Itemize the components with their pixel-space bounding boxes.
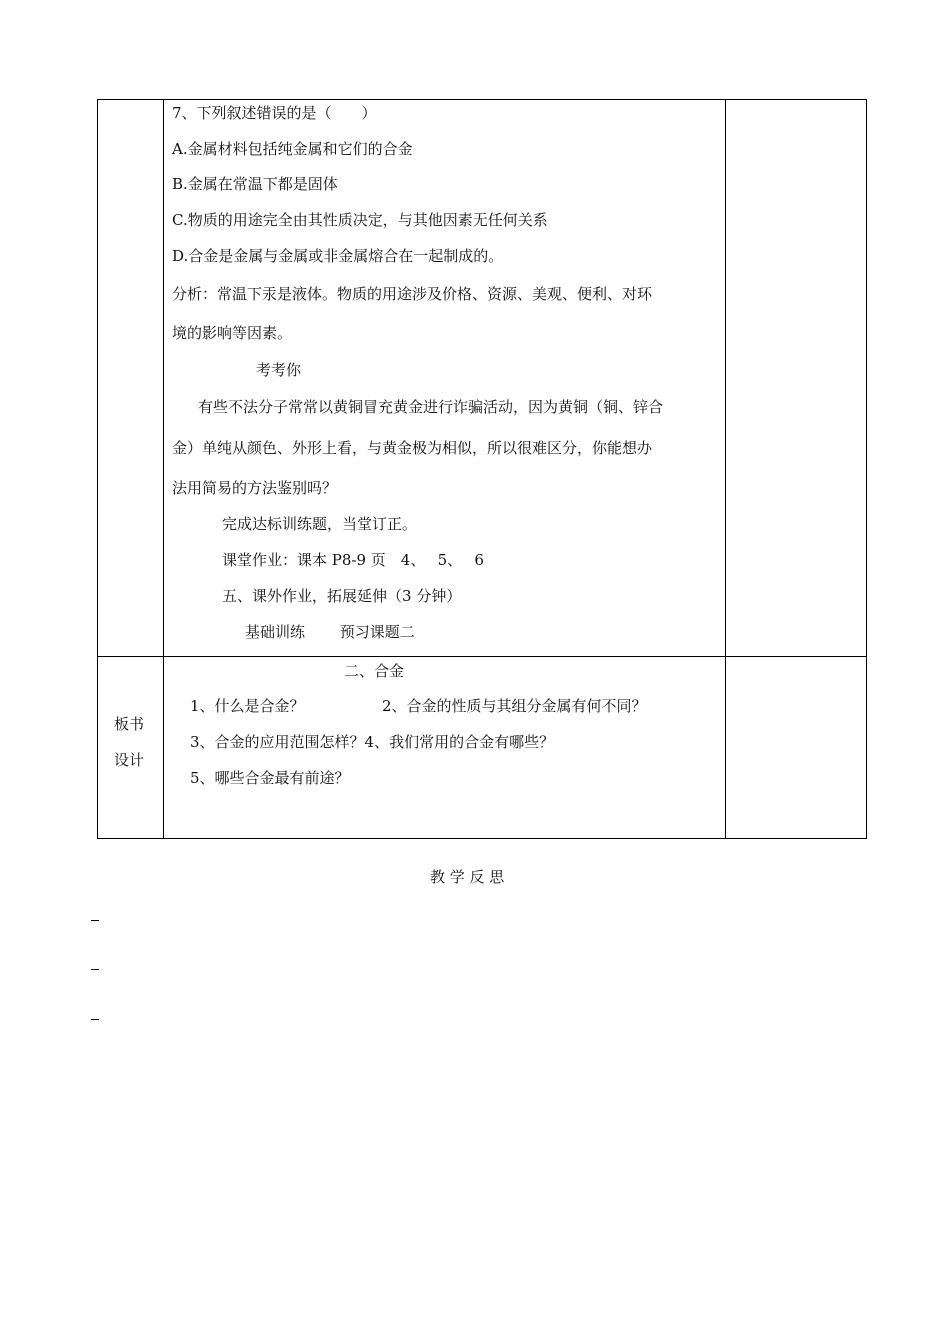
analysis-line-2: 境的影响等因素。 <box>172 324 293 342</box>
table-border-left <box>97 99 98 839</box>
board-label-line-1: 板书 <box>114 715 145 733</box>
table-row-divider <box>97 656 867 657</box>
task-classwork: 课堂作业：课本 P8-9 页 4、 5、 6 <box>222 551 484 569</box>
reflection-blank-line-2 <box>91 969 99 970</box>
quiz-line-3: 法用简易的方法鉴别吗？ <box>172 479 338 497</box>
option-a: A.金属材料包括纯金属和它们的合金 <box>172 140 413 158</box>
table-border-bottom <box>97 838 867 839</box>
board-title: 二、合金 <box>344 662 405 680</box>
quiz-line-2: 金）单纯从颜色、外形上看，与黄金极为相似，所以很难区分，你能想办 <box>172 439 653 457</box>
board-question-5: 5、哪些合金最有前途？ <box>190 769 350 787</box>
option-d: D.合金是金属与金属或非金属熔合在一起制成的。 <box>172 247 504 265</box>
table-column-divider-1 <box>163 99 164 839</box>
reflection-blank-line-3 <box>91 1019 99 1020</box>
quiz-line-1: 有些不法分子常常以黄铜冒充黄金进行诈骗活动，因为黄铜（铜、锌合 <box>198 398 664 416</box>
table-border-top <box>97 99 867 100</box>
task-complete: 完成达标训练题，当堂订正。 <box>222 515 418 533</box>
task-practice: 基础训练 预习课题二 <box>245 623 415 641</box>
board-question-2: 2、合金的性质与其组分金属有何不同？ <box>382 697 647 715</box>
board-label-line-2: 设计 <box>114 751 145 769</box>
analysis-line-1: 分析：常温下汞是液体。物质的用途涉及价格、资源、美观、便利、对环 <box>172 285 653 303</box>
quiz-heading: 考考你 <box>256 361 302 379</box>
question-stem: 7、下列叙述错误的是（ ） <box>172 104 377 122</box>
task-homework: 五、课外作业，拓展延伸（3 分钟） <box>222 587 462 605</box>
board-question-3-4: 3、合金的应用范围怎样？4、我们常用的合金有哪些？ <box>190 733 555 751</box>
table-column-divider-2 <box>725 99 726 839</box>
table-border-right <box>866 99 867 839</box>
reflection-title: 教 学 反 思 <box>430 868 505 886</box>
option-b: B.金属在常温下都是固体 <box>172 175 338 193</box>
reflection-blank-line-1 <box>91 920 99 921</box>
option-c: C.物质的用途完全由其性质决定，与其他因素无任何关系 <box>172 211 548 229</box>
board-question-1: 1、什么是合金？ <box>190 697 305 715</box>
